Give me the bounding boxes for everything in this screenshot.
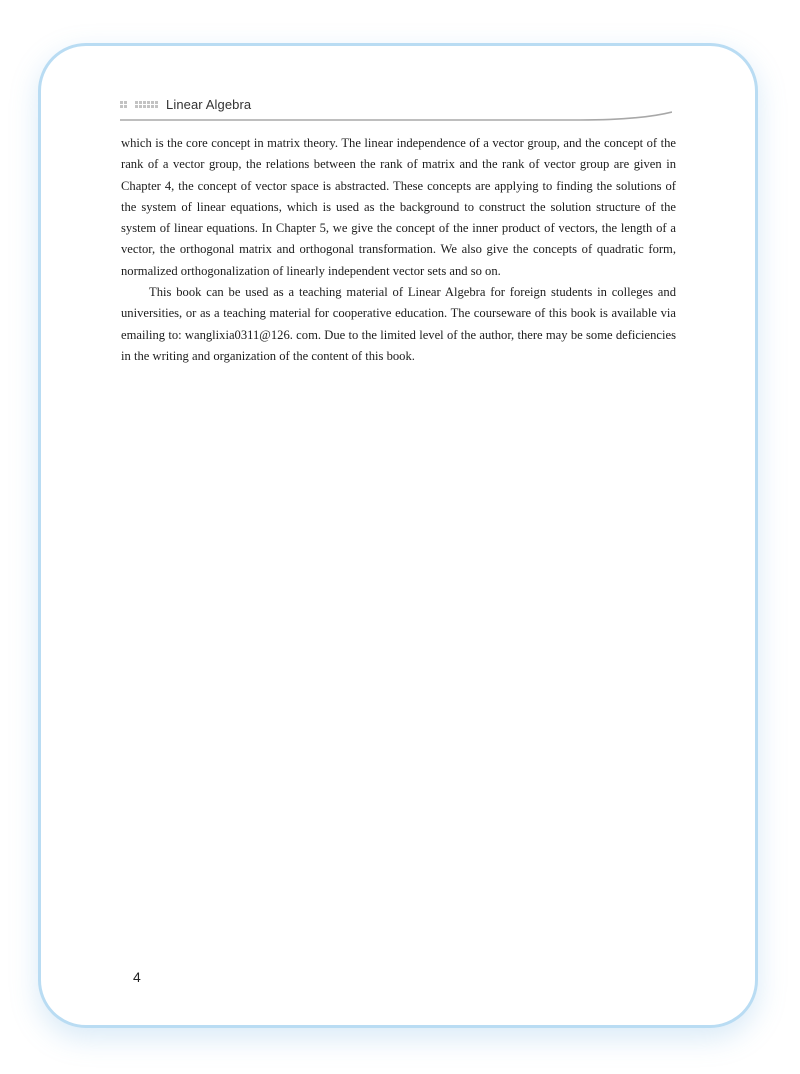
body-text	[121, 133, 676, 367]
running-title: Linear Algebra	[166, 96, 252, 112]
page-number: 4	[133, 969, 141, 985]
decorative-dots-icon	[120, 101, 158, 108]
paragraph-1: which is the core concept in matrix theory. The linear independence of a vector group, and the concept of the rank of a vector group, the relations between the rank of matrix and the rank of vector group are given in Chapter 4, the concept of vector space is abstracted. These concepts are applying to finding the solutions of the system of linear equations, which is used as the background to construct the solution structure of the system of linear equations. In Chapter 5, we give the concept of the inner product of vectors, the length of a vector, the orthogonal matrix and orthogonal transformation. We also give the concepts of quadratic form, normalized orthogonalization of linearly independent vector sets and so on.	[121, 136, 676, 278]
paragraph-2: This book can be used as a teaching material of Linear Algebra for foreign students in colleges and universities, or as a teaching material for cooperative education. The courseware of this book is available via emailing to: wanglixia0311@126. com. Due to the limited level of the author, there may be some deficiencies in the writing and organization of the content of this book.	[121, 285, 676, 363]
header-rule	[120, 110, 672, 122]
